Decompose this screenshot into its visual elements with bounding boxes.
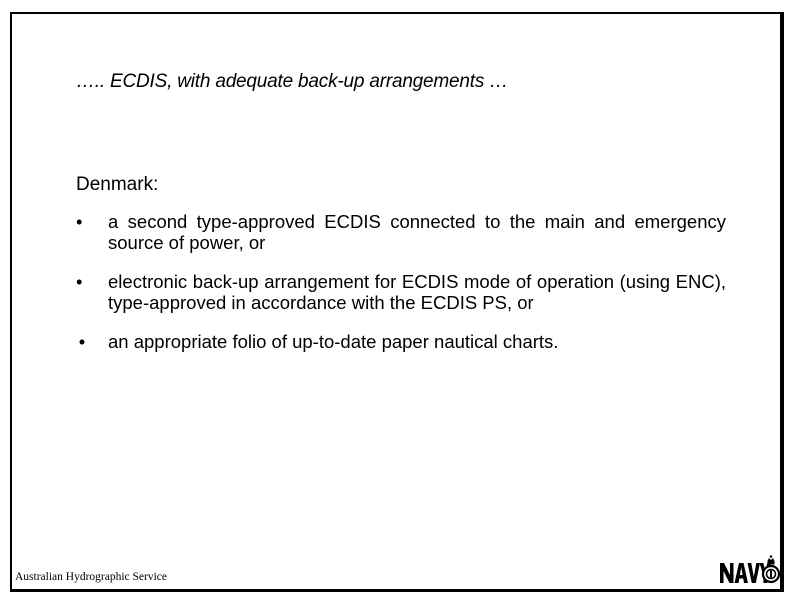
footer-organization: Australian Hydrographic Service (15, 571, 168, 583)
list-item (76, 211, 726, 253)
slide-frame (10, 12, 784, 592)
navy-logo (718, 547, 780, 587)
bullet-list (76, 211, 726, 370)
bullet-text: a second type-approved ECDIS connected to the main and emergency source of power, or (108, 211, 726, 253)
list-item (76, 331, 726, 352)
slide-title: ….. ECDIS, with adequate back-up arrangements … (76, 71, 509, 92)
navy-crest-icon (763, 555, 779, 582)
bullet-icon: • (76, 271, 83, 292)
section-heading: Denmark: (76, 174, 159, 195)
bullet-icon: • (78, 331, 86, 352)
bullet-text: electronic back-up arrangement for ECDIS mode of operation (using ENC), type-approved in accordance with the ECDIS PS, or (108, 271, 726, 313)
bullet-icon: • (76, 211, 83, 232)
bullet-text: an appropriate folio of up-to-date paper nautical charts. (108, 331, 559, 352)
list-item (76, 271, 726, 313)
